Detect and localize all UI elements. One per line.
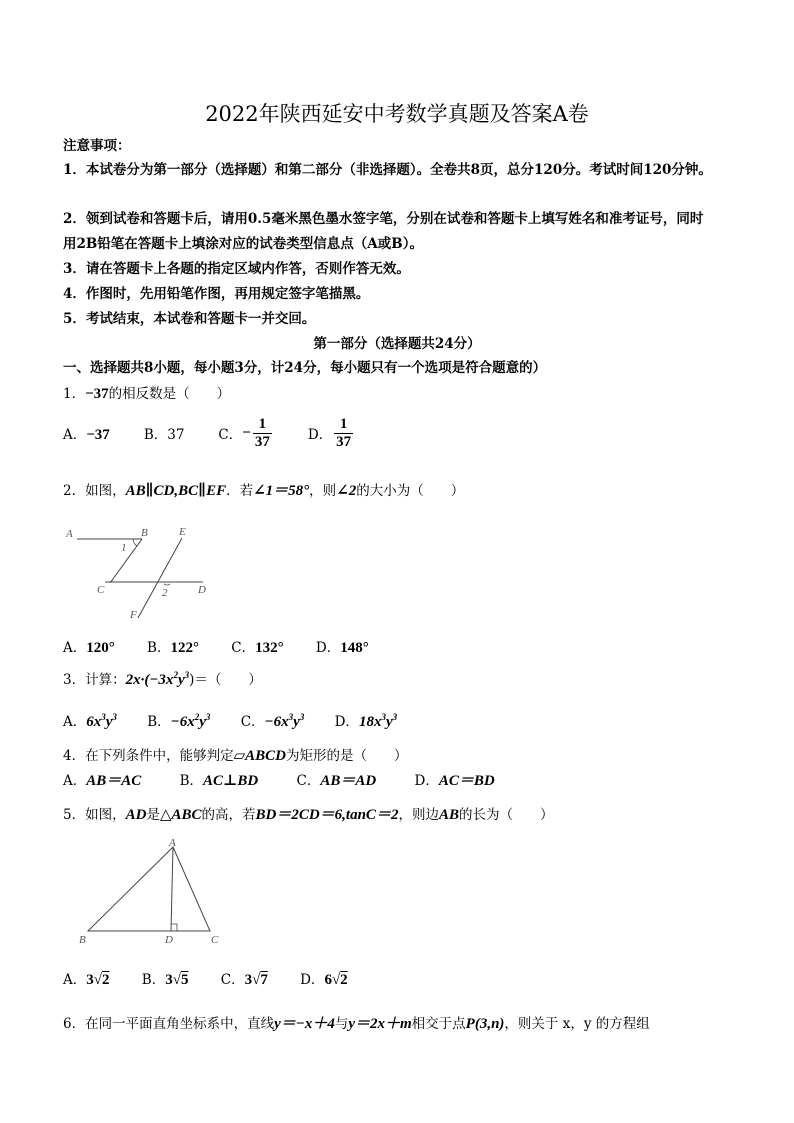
fig5-label-c: C — [211, 934, 219, 946]
q2-option-d: D．148° — [315, 640, 369, 656]
q5-option-a: A．3√2 — [63, 972, 110, 988]
q2-condition: AB∥CD,BC∥EF — [125, 483, 227, 499]
question-3: 3．计算：$2x\cdot(-3x^2y^3)=$（ ） — [63, 670, 262, 688]
q1-option-b: B．37 — [143, 427, 185, 443]
q2-options — [63, 636, 369, 657]
q1-options — [63, 413, 355, 453]
q2-angle2: ∠2 — [336, 483, 357, 499]
q5-option-b: B．3√5 — [141, 972, 189, 988]
question-2: 2．如图，AB∥CD,BC∥EF．若∠1＝58°，则∠2的大小为（ ） — [63, 483, 465, 499]
section-heading: 一、选择题共8小题，每小题3分，计24分，每小题只有一个选项是符合题意的） — [63, 360, 547, 376]
notes-heading: 注意事项： — [63, 138, 131, 154]
q1-text: 的相反数是（ ） — [108, 386, 231, 402]
q1-option-a: A．−37 — [63, 426, 110, 443]
note-item-1: 1．本试卷分为第一部分（选择题）和第二部分（非选择题）。全卷共8页，总分120分。考试时间120分钟。 — [63, 162, 712, 178]
question-4: 4．在下列条件中，能够判定▱ABCD为矩形的是（ ） — [63, 748, 408, 764]
page-title: 2022年陕西延安中考数学真题及答案A卷 — [205, 102, 589, 126]
question-6: 6．在同一平面直角坐标系中，直线y＝−x＋4与y＝2x＋m相交于点P(3,n)，则关于 x，y 的方程组 — [63, 1016, 650, 1032]
note-item-4: 4．作图时，先用铅笔作图，再用规定签字笔描黑。 — [63, 286, 370, 302]
q5-condition: BD＝2CD＝6,tanC＝2 — [255, 807, 399, 823]
fig2-label-2: 2 — [162, 587, 168, 599]
note-item-5: 5．考试结束，本试卷和答题卡一并交回。 — [63, 311, 316, 327]
fig2-label-c: C — [97, 584, 105, 596]
fig2-label-d: D — [198, 584, 206, 596]
fig5-label-b: B — [79, 934, 86, 946]
q3-option-b: B．$-6x^2y^3$ — [147, 712, 211, 730]
q6-line2: y＝2x＋m — [348, 1016, 412, 1032]
fig5-label-a: A — [169, 837, 176, 849]
part1-heading: 第一部分（选择题共24分） — [313, 336, 481, 352]
q3-options — [63, 710, 397, 731]
q3-expression: $2x\cdot(-3x^2y^3$ — [125, 670, 190, 688]
q6-point: P(3,n) — [465, 1016, 505, 1032]
fig5-label-d: D — [165, 934, 173, 946]
q4-option-d: D．AC＝BD — [414, 773, 495, 789]
fig2-label-1: 1 — [121, 542, 127, 554]
q4-options — [63, 769, 495, 790]
question-1 — [63, 382, 230, 403]
q1-option-c: C． − $\frac{1}{37}$ — [218, 415, 270, 450]
q3-option-c: C．$-6x^3y^3$ — [240, 712, 305, 730]
note-item-2: 2．领到试卷和答题卡后，请用0.5毫米黑色墨水签字笔，分别在试卷和答题卡上填写姓名和准考证号，同时 — [63, 211, 704, 227]
q2-angle1: ∠1＝58° — [253, 483, 310, 499]
q5-option-d: D．6√2 — [300, 972, 348, 988]
note-item-2-cont: 用2B铅笔在答题卡上填涂对应的试卷类型信息点（A或B）。 — [63, 236, 423, 252]
q5-figure — [70, 835, 230, 950]
q2-option-c: C．132° — [231, 640, 284, 656]
question-5: 5．如图，AD是△ABC的高，若BD＝2CD＝6,tanC＝2，则边AB的长为（ ） — [63, 807, 554, 823]
fig2-label-f: F — [130, 609, 137, 621]
note-item-3: 3．请在答题卡上各题的指定区域内作答，否则作答无效。 — [63, 261, 410, 277]
q2-option-b: B．122° — [147, 640, 199, 656]
q3-option-d: D．$18x^3y^3$ — [334, 712, 398, 730]
q4-option-b: B．AC⊥BD — [179, 773, 259, 789]
fig2-label-e: E — [179, 526, 186, 538]
q1-prefix: 1． — [63, 386, 86, 402]
q4-option-a: A．AB＝AC — [63, 773, 142, 789]
q6-line1: y＝−x＋4 — [274, 1016, 335, 1032]
fig2-label-a: A — [66, 528, 73, 540]
q5-option-c: C．3√7 — [220, 972, 268, 988]
q1-option-d: D． $\frac{1}{37}$ — [307, 415, 352, 450]
q4-option-c: C．AB＝AD — [296, 773, 377, 789]
q5-options — [63, 968, 348, 989]
q3-option-a: A．$6x^3y^3$ — [63, 712, 117, 730]
fig2-label-b: B — [141, 527, 148, 539]
q2-option-a: A．120° — [63, 640, 115, 656]
q4-shape: ▱ABCD — [233, 748, 286, 764]
q2-figure — [60, 520, 220, 625]
q1-expr: −37 — [85, 386, 109, 402]
